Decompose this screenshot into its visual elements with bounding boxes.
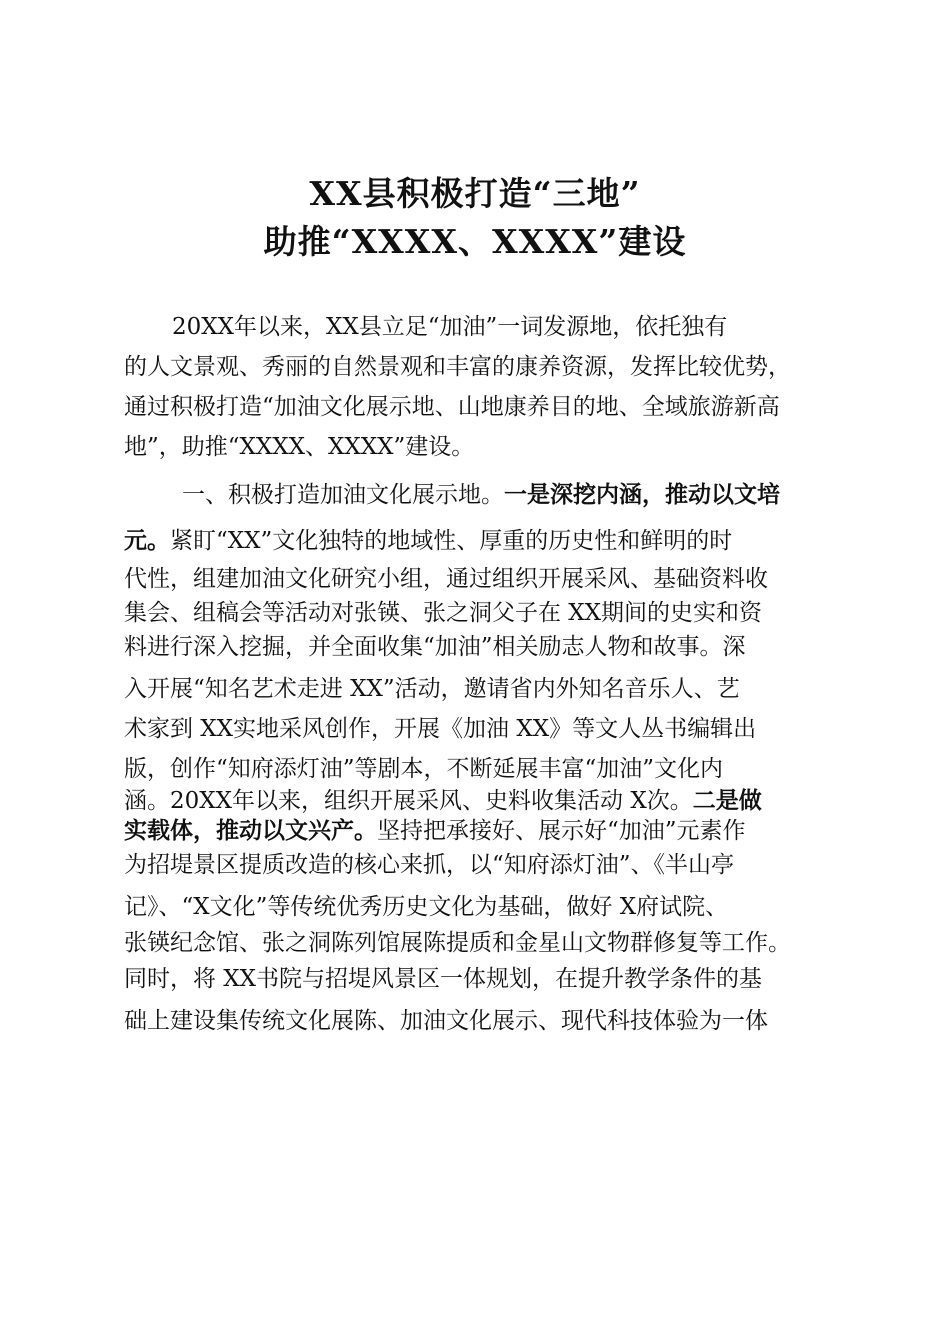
intro-line-4: 地”，助推“XXXX、XXXX”建设。 <box>124 434 475 460</box>
point-2-text-first: 坚持把承接好、展示好“加油”元素作 <box>377 818 746 844</box>
document-title-line-1: XX县积极打造“三地” <box>309 174 641 213</box>
point-1-closing-text: 涵。20XX年以来，组织开展采风、史料收集活动 X次。 <box>124 788 693 814</box>
point-1-line-2: 集会、组稿会等活动对张锳、张之洞父子在 XX期间的史实和资 <box>124 600 763 626</box>
intro-line-2: 的人文景观、秀丽的自然景观和丰富的康养资源，发挥比较优势， <box>124 354 791 380</box>
intro-line-1: 20XX年以来，XX县立足“加油”一词发源地，依托独有 <box>172 314 728 340</box>
point-1-line-5: 术家到 XX实地采风创作，开展《加油 XX》等文人丛书编辑出 <box>124 716 757 742</box>
section-1-heading: 一、积极打造加油文化展示地。 <box>182 482 504 508</box>
point-1-bold-b: 元。 <box>124 528 170 554</box>
point-2-first-line <box>124 816 836 846</box>
point-2-line-5: 础上建设集传统文化展陈、加油文化展示、现代科技体验为一体 <box>124 1008 768 1034</box>
point-1-text-first: 紧盯“XX”文化独特的地域性、厚重的历史性和鲜明的时 <box>170 528 733 554</box>
point-2-line-4: 同时，将 XX书院与招堤风景区一体规划，在提升教学条件的基 <box>124 966 763 992</box>
point-2-bold-b: 实载体，推动以文兴产。 <box>124 818 377 844</box>
point-2-line-3: 张锳纪念馆、张之洞陈列馆展陈提质和金星山文物群修复等工作。 <box>124 930 791 956</box>
intro-line-3: 通过积极打造“加油文化展示地、山地康养目的地、全域旅游新高 <box>124 394 780 420</box>
point-1-line-1: 代性，组建加油文化研究小组，通过组织开展采风、基础资料收 <box>124 566 768 592</box>
point-2-line-1: 为招堤景区提质改造的核心来抓，以“知府添灯油”、《半山亭 <box>124 852 735 878</box>
point-2-bold-a: 二是做 <box>692 788 762 814</box>
section-1-heading-line <box>182 480 836 510</box>
point-1-line-6: 版，创作“知府添灯油”等剧本，不断延展丰富“加油”文化内 <box>124 756 724 782</box>
document-title-line-2: 助推“XXXX、XXXX”建设 <box>263 222 687 261</box>
point-2-line-2: 记》、“X文化”等传统优秀历史文化为基础，做好 X府试院、 <box>124 894 729 920</box>
point-1-first-line <box>124 526 836 556</box>
point-1-closing-line <box>124 786 836 816</box>
point-1-line-4: 入开展“知名艺术走进 XX”活动，邀请省内外知名音乐人、艺 <box>124 676 740 702</box>
point-1-bold-a: 一是深挖内涵，推动以文培 <box>504 482 780 508</box>
point-1-line-3: 料进行深入挖掘，并全面收集“加油”相关励志人物和故事。深 <box>124 634 746 660</box>
